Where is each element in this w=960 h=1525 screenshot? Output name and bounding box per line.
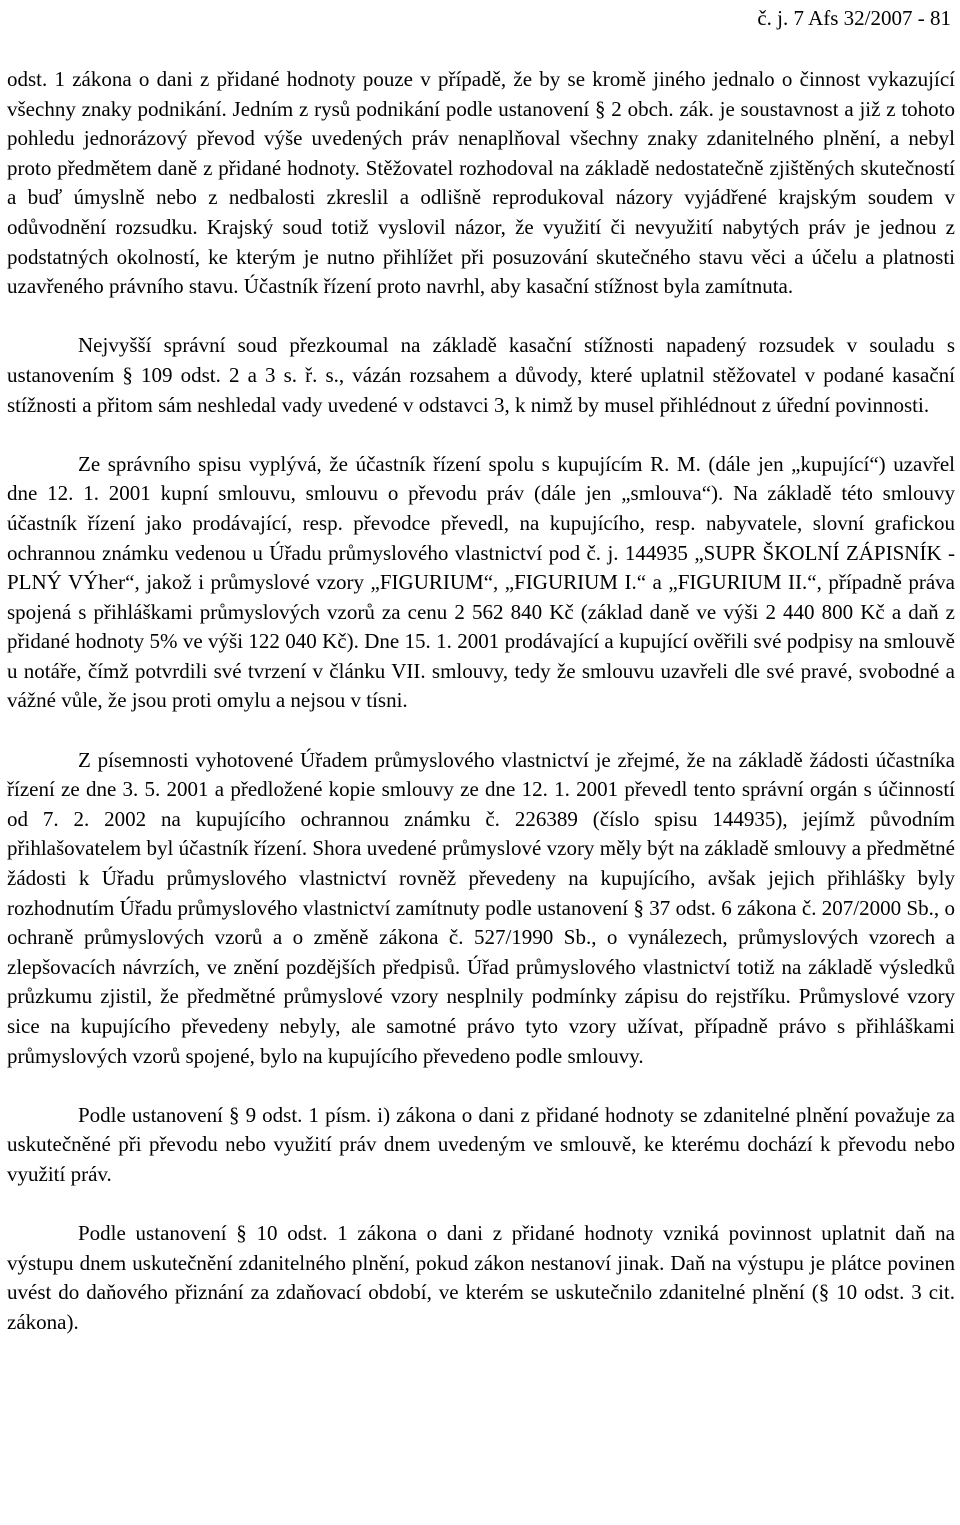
document-body [7,65,955,1338]
paragraph-review-scope: Nejvyšší správní soud přezkoumal na základě kasační stížnosti napadený rozsudek v souladu s ustanovením § 109 odst. 2 a 3 s. ř. s., vázán rozsahem a důvody, které uplatnil stěžovatel v podané kasační stížnosti a přitom sám neshledal vady uvedené v odstavci 3, k nimž by musel přihlédnout z úřední povinnosti. [7,333,955,417]
paragraph-purchase-contract: Ze správního spisu vyplývá, že účastník řízení spolu s kupujícím R. M. (dále jen „kupující“) uzavřel dne 12. 1. 2001 kupní smlouvu, smlouvu o převodu práv (dále jen „smlouva“). Na základě této smlouvy účastník řízení jako prodávající, resp. převodce převedl, na kupujícího, resp. nabyvatele, slovní grafickou ochrannou známku vedenou u Úřadu průmyslového vlastnictví pod č. j. 144935 „SUPR ŠKOLNÍ ZÁPISNÍK - PLNÝ VÝher“, jakož i průmyslové vzory „FIGURIUM“, „FIGURIUM I.“ a „FIGURIUM II.“, případně práva spojená s přihláškami průmyslových vzorů za cenu 2 562 840 Kč (základ daně ve výši 2 440 800 Kč a daň z přidané hodnoty 5% ve výši 122 040 Kč). Dne 15. 1. 2001 prodávající a kupující ověřili své podpisy na smlouvě u notáře, čímž potvrdili své tvrzení v článku VII. smlouvy, tedy že smlouvu uzavřeli dle své pravé, svobodné a vážné vůle, že jsou proti omylu a nejsou v tísni. [7,451,955,713]
paragraph-continuation: odst. 1 zákona o dani z přidané hodnoty pouze v případě, že by se kromě jiného jednalo o činnost vykazující všechny znaky podnikání. Jedním z rysů podnikání podle ustanovení § 2 obch. zák. je soustavnost a již z tohoto pohledu jednorázový převod výše uvedených práv nenaplňoval všechny znaky zdanitelného plnění, a nebyl proto předmětem daně z přidané hodnoty. Stěžovatel rozhodoval na základě nedostatečně zjištěných skutečností a buď úmyslně nebo z nedbalosti zkreslil a odlišně reprodukoval názory vyjádřené krajským soudem v odůvodnění rozsudku. Krajský soud totiž vyslovil názor, že využití či nevyužití nabytých práv je jednou z podstatných okolností, ke kterým je nutno přihlížet při posuzování skutečného stavu věci a účelu a platnosti uzavřeného právního stavu. Účastník řízení proto navrhl, aby kasační stížnost byla zamítnuta. [7,67,955,299]
paragraph-section-10: Podle ustanovení § 10 odst. 1 zákona o dani z přidané hodnoty vzniká povinnost uplatnit daň na výstupu dnem uskutečnění zdanitelného plnění, pokud zákon nestanoví jinak. Daň na výstupu je plátce povinen uvést do daňového přiznání za zdaňovací období, ve kterém se uskutečnilo zdanitelné plnění (§ 10 odst. 3 cit. zákona). [7,1221,955,1334]
paragraph-section-9: Podle ustanovení § 9 odst. 1 písm. i) zákona o dani z přidané hodnoty se zdanitelné plnění považuje za uskutečněné při převodu nebo využití práv dnem uvedeným ve smlouvě, ke kterému dochází k převodu nebo využití práv. [7,1102,955,1186]
paragraph-industrial-property-office: Z písemnosti vyhotovené Úřadem průmyslového vlastnictví je zřejmé, že na základě žádosti účastníka řízení ze dne 3. 5. 2001 a předložené kopie smlouvy ze dne 12. 1. 2001 převedl tento správní orgán s účinností od 7. 2. 2002 na kupujícího ochrannou známku č. 226389 (číslo spisu 144935), jejímž původním přihlašovatelem byl účastník řízení. Shora uvedené průmyslové vzory měly být na základě smlouvy a předmětné žádosti k Úřadu průmyslového vlastnictví rovněž převedeny na kupujícího, avšak jejich přihlášky byly rozhodnutím Úřadu průmyslového vlastnictví zamítnuty podle ustanovení § 37 odst. 6 zákona č. 207/2000 Sb., o ochraně průmyslových vzorů a o změně zákona č. 527/1990 Sb., o vynálezech, průmyslových vzorech a zlepšovacích návrzích, ve znění pozdějších předpisů. Úřad průmyslového vlastnictví totiž na základě výsledků průzkumu zjistil, že předmětné průmyslové vzory nesplnily podmínky zápisu do rejstříku. Průmyslové vzory sice na kupujícího převedeny nebyly, ale samotné právo tyto vzory užívat, případně právo s přihláškami průmyslových vzorů spojené, bylo na kupujícího převedeno podle smlouvy. [7,747,955,1068]
case-number-header: č. j. 7 Afs 32/2007 - 81 [757,6,951,30]
